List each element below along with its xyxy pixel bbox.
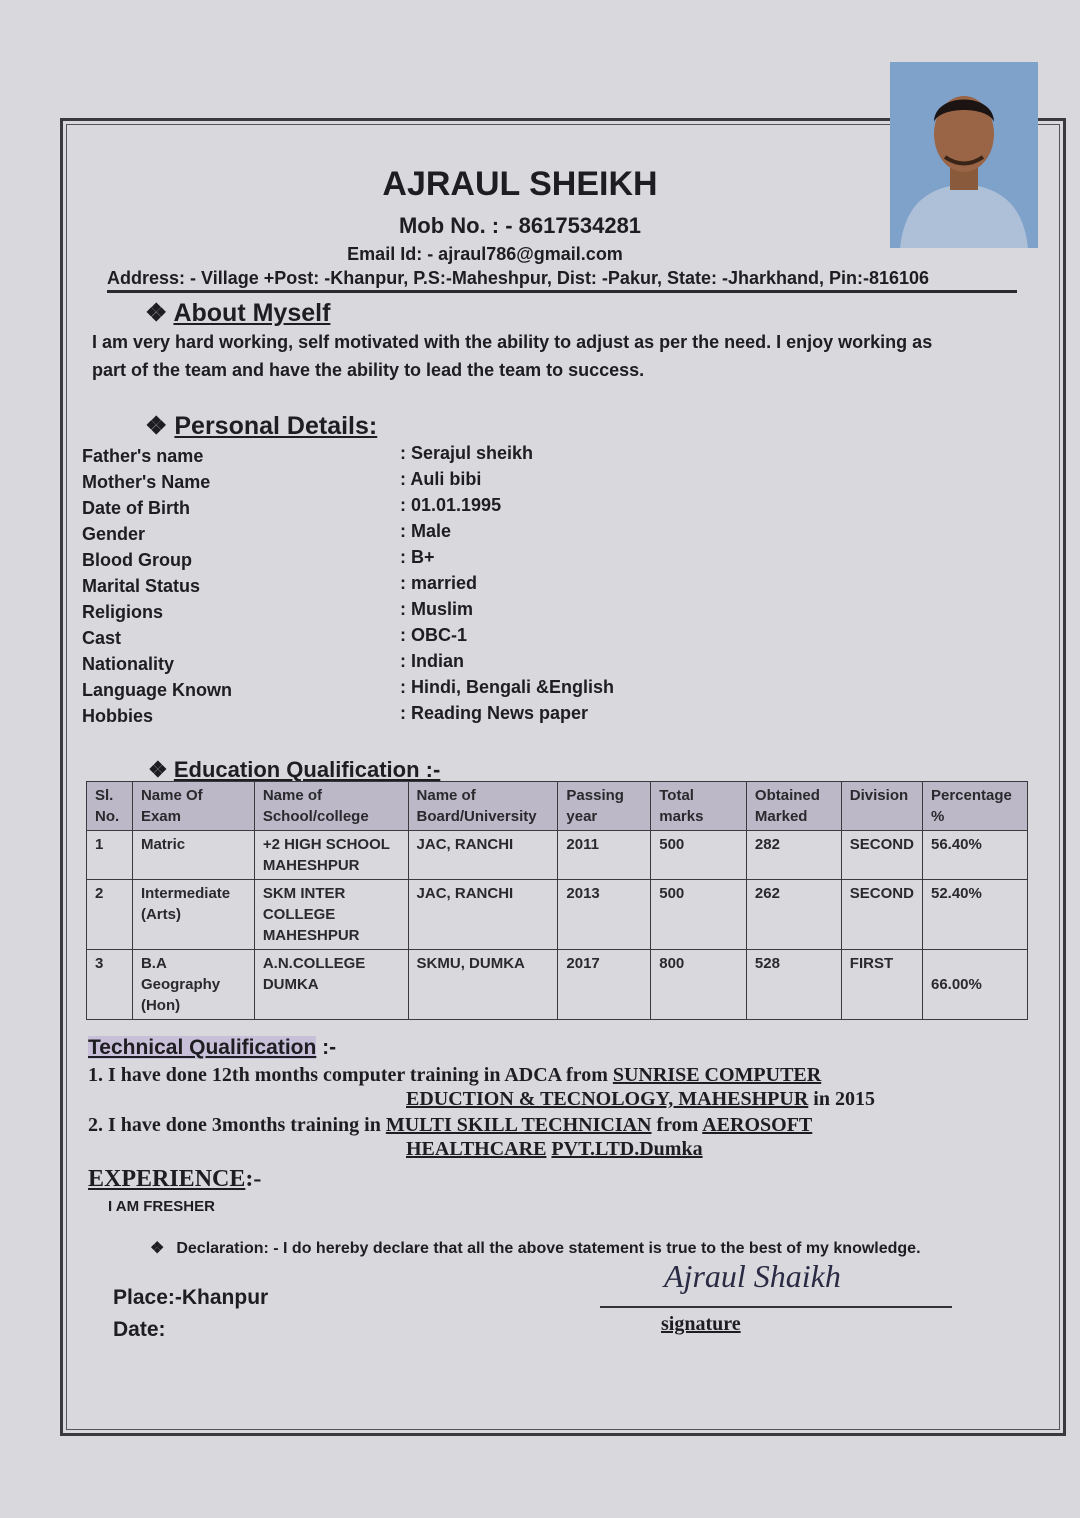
personal-value: : Indian bbox=[400, 651, 464, 671]
signature-script: Ajraul Shaikh bbox=[664, 1258, 841, 1294]
personal-value: : Muslim bbox=[400, 599, 474, 619]
personal-value: : B+ bbox=[400, 547, 435, 567]
table-cell: 282 bbox=[746, 831, 841, 880]
personal-label: Marital Status bbox=[82, 576, 201, 596]
signature-line bbox=[600, 1306, 952, 1308]
tq-text: 2. I have done 3months training in bbox=[88, 1114, 386, 1136]
tq-text: 1. I have done 12th months computer training in ADCA from bbox=[88, 1064, 613, 1086]
tq-text: from bbox=[651, 1114, 703, 1136]
personal-label: Gender bbox=[82, 524, 146, 544]
personal-label: Hobbies bbox=[82, 706, 154, 726]
about-heading bbox=[145, 298, 330, 328]
personal-value: : Reading News paper bbox=[400, 703, 589, 723]
education-heading bbox=[148, 757, 440, 783]
table-cell: 500 bbox=[651, 880, 747, 950]
email-address: Email Id: - ajraul786@gmail.com bbox=[347, 244, 623, 264]
tq-year: in 2015 bbox=[808, 1088, 875, 1110]
table-cell: 528 bbox=[746, 950, 841, 1020]
experience-suffix: :- bbox=[245, 1166, 262, 1192]
table-header-cell: Division bbox=[841, 782, 922, 831]
table-header-cell: Obtained Marked bbox=[746, 782, 841, 831]
personal-label: Mother's Name bbox=[82, 472, 211, 492]
table-cell: B.A Geography (Hon) bbox=[132, 950, 254, 1020]
experience-text: I AM FRESHER bbox=[108, 1198, 215, 1215]
postal-address: Address: - Village +Post: -Khanpur, P.S:-Maheshpur, Dist: -Pakur, State: -Jharkhand, Pin:-816106 bbox=[107, 268, 930, 288]
table-cell: SECOND bbox=[841, 831, 922, 880]
table-cell: SECOND bbox=[841, 880, 922, 950]
bullet-icon: ❖ bbox=[148, 757, 168, 782]
technical-item-1-cont bbox=[406, 1088, 875, 1111]
table-header-cell: Name of Board/University bbox=[408, 782, 558, 831]
table-header-cell: Name Of Exam bbox=[132, 782, 254, 831]
technical-item-1 bbox=[88, 1063, 821, 1088]
personal-label: Religions bbox=[82, 602, 164, 622]
table-cell: 56.40% bbox=[922, 831, 1027, 880]
technical-item-2-cont bbox=[406, 1138, 703, 1161]
personal-value: : 01.01.1995 bbox=[400, 495, 502, 515]
table-row bbox=[87, 880, 1028, 950]
education-title: Education Qualification :- bbox=[173, 757, 441, 782]
personal-title: Personal Details: bbox=[174, 412, 378, 440]
experience-heading bbox=[88, 1166, 261, 1193]
table-cell: Matric bbox=[132, 831, 254, 880]
mobile-number: Mob No. : - 8617534281 bbox=[398, 213, 642, 238]
technical-title: Technical Qualification bbox=[88, 1036, 317, 1059]
table-cell: 52.40% bbox=[922, 880, 1027, 950]
table-header-cell: Passing year bbox=[558, 782, 651, 831]
table-header-cell: Sl. No. bbox=[87, 782, 133, 831]
about-line-1: I am very hard working, self motivated with the ability to adjust as per the need. I enjoy working as bbox=[92, 332, 933, 352]
table-header-cell: Percentage % bbox=[922, 782, 1027, 831]
candidate-name: AJRAUL SHEIKH bbox=[382, 165, 658, 203]
table-cell: 66.00% bbox=[922, 950, 1027, 1020]
date: Date: bbox=[113, 1318, 166, 1341]
table-header-row bbox=[87, 782, 1028, 831]
table-cell: +2 HIGH SCHOOL MAHESHPUR bbox=[254, 831, 408, 880]
table-cell: JAC, RANCHI bbox=[408, 880, 558, 950]
table-cell: SKM INTER COLLEGE MAHESHPUR bbox=[254, 880, 408, 950]
table-row bbox=[87, 950, 1028, 1020]
personal-label: Blood Group bbox=[82, 550, 192, 570]
table-cell: SKMU, DUMKA bbox=[408, 950, 558, 1020]
table-cell: 262 bbox=[746, 880, 841, 950]
personal-value: : Hindi, Bengali &English bbox=[400, 677, 615, 697]
table-row bbox=[87, 831, 1028, 880]
table-cell: 1 bbox=[87, 831, 133, 880]
technical-suffix: :- bbox=[316, 1036, 337, 1059]
about-line-2: part of the team and have the ability to lead the team to success. bbox=[92, 360, 645, 380]
personal-heading bbox=[145, 411, 377, 441]
table-cell: 500 bbox=[651, 831, 747, 880]
experience-title: EXPERIENCE bbox=[88, 1166, 246, 1192]
declaration-text: Declaration: - I do hereby declare that all the above statement is true to the best of my knowledge. bbox=[176, 1240, 921, 1257]
header-divider bbox=[107, 290, 1017, 293]
table-header-cell: Name of School/college bbox=[254, 782, 408, 831]
personal-value: : Male bbox=[400, 521, 452, 541]
personal-label: Nationality bbox=[82, 654, 175, 674]
personal-label: Cast bbox=[82, 628, 122, 648]
about-title: About Myself bbox=[173, 299, 331, 327]
bullet-icon: ❖ bbox=[145, 412, 168, 440]
personal-value: : Serajul sheikh bbox=[400, 443, 534, 463]
table-cell: 2 bbox=[87, 880, 133, 950]
table-cell: 2013 bbox=[558, 880, 651, 950]
table-cell: 2017 bbox=[558, 950, 651, 1020]
signature-label: signature bbox=[661, 1313, 741, 1335]
table-cell: 2011 bbox=[558, 831, 651, 880]
personal-value: : Auli bibi bbox=[400, 469, 482, 489]
tq-company: AEROSOFT bbox=[702, 1114, 813, 1136]
technical-heading bbox=[88, 1036, 336, 1060]
personal-label: Language Known bbox=[82, 680, 232, 700]
table-cell: 800 bbox=[651, 950, 747, 1020]
table-cell: 3 bbox=[87, 950, 133, 1020]
personal-label: Father's name bbox=[82, 446, 204, 466]
personal-value: : married bbox=[400, 573, 478, 593]
technical-item-2 bbox=[88, 1114, 812, 1137]
bullet-icon: ❖ bbox=[150, 1240, 165, 1257]
tq-company-suffix: PVT.LTD.Dumka bbox=[551, 1138, 703, 1160]
bullet-icon: ❖ bbox=[145, 299, 168, 327]
declaration bbox=[150, 1238, 921, 1258]
table-cell: Intermediate (Arts) bbox=[132, 880, 254, 950]
tq-institute-cont: EDUCTION & TECNOLOGY, MAHESHPUR bbox=[406, 1088, 809, 1110]
about-text bbox=[92, 328, 932, 384]
table-cell: A.N.COLLEGE DUMKA bbox=[254, 950, 408, 1020]
tq-course: MULTI SKILL TECHNICIAN bbox=[385, 1114, 652, 1136]
personal-value: : OBC-1 bbox=[400, 625, 467, 645]
table-cell: JAC, RANCHI bbox=[408, 831, 558, 880]
tq-company-cont: HEALTHCARE bbox=[406, 1138, 547, 1160]
table-header-cell: Total marks bbox=[651, 782, 747, 831]
education-table bbox=[86, 781, 1028, 1020]
table-cell: FIRST bbox=[841, 950, 922, 1020]
place: Place:-Khanpur bbox=[113, 1286, 269, 1309]
personal-label: Date of Birth bbox=[82, 498, 190, 518]
tq-institute: SUNRISE COMPUTER bbox=[612, 1064, 822, 1086]
